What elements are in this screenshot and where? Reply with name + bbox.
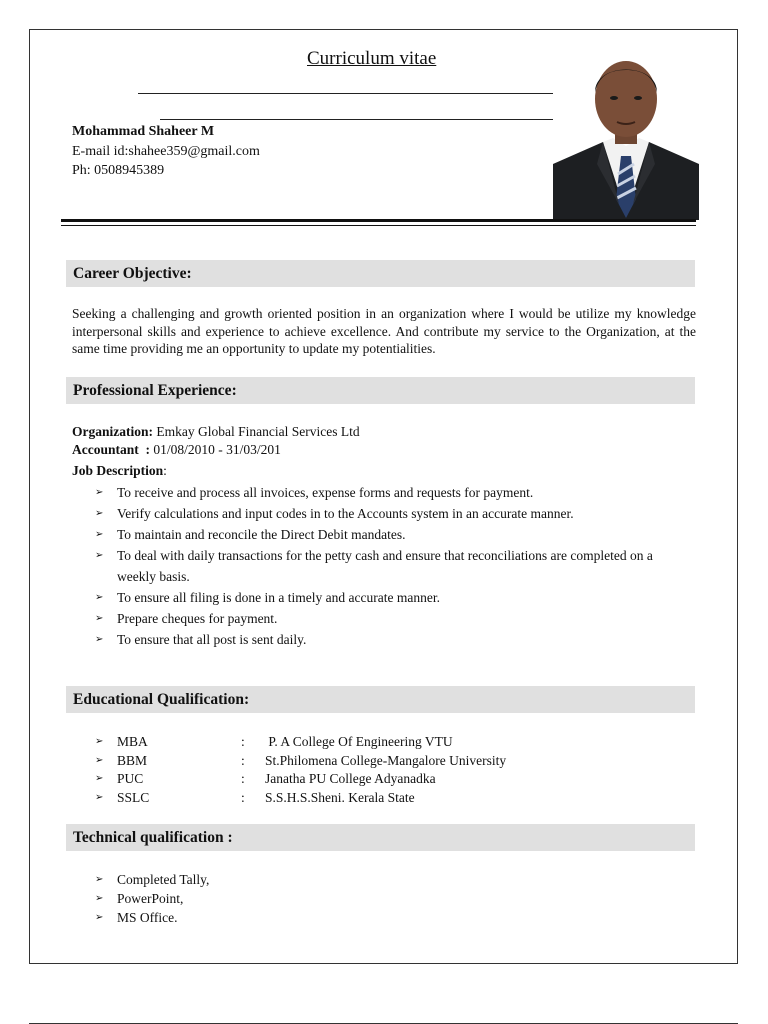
- organization-line: [72, 423, 360, 441]
- arrow-bullet-icon: ➢: [95, 550, 104, 561]
- arrow-bullet-icon: ➢: [95, 773, 104, 784]
- section-professional-experience: Professional Experience:: [66, 377, 695, 404]
- list-item: ➢ To deal with daily transactions for the petty cash and ensure that reconciliations are completed on a weekly basis.: [95, 545, 695, 587]
- section-career-objective: Career Objective:: [66, 260, 695, 287]
- list-item: ➢ SSLC : S.S.H.S.Sheni. Kerala State: [95, 789, 695, 808]
- arrow-bullet-icon: ➢: [95, 874, 104, 885]
- education-list: [95, 733, 695, 807]
- arrow-bullet-icon: ➢: [95, 487, 104, 498]
- list-item: ➢ MS Office.: [95, 910, 178, 925]
- arrow-bullet-icon: ➢: [95, 529, 104, 540]
- arrow-bullet-icon: ➢: [95, 736, 104, 747]
- list-item: ➢ PowerPoint,: [95, 891, 184, 906]
- list-item: ➢ To receive and process all invoices, expense forms and requests for payment.: [95, 482, 695, 503]
- role-line: [72, 441, 281, 459]
- list-item: ➢ MBA : P. A College Of Engineering VTU: [95, 733, 695, 752]
- profile-photo: [553, 54, 699, 220]
- arrow-bullet-icon: ➢: [95, 791, 104, 803]
- list-item: ➢ Prepare cheques for payment.: [95, 608, 695, 629]
- list-item: ➢ Verify calculations and input codes in to the Accounts system in an accurate manner.: [95, 503, 695, 524]
- arrow-bullet-icon: ➢: [95, 592, 104, 603]
- organization-label: Organization:: [72, 424, 153, 439]
- role-dates: 01/08/2010 - 31/03/201: [153, 442, 281, 457]
- list-item: ➢ To ensure that all post is sent daily.: [95, 629, 695, 650]
- role-colon: :: [138, 442, 154, 457]
- organization-value: Emkay Global Financial Services Ltd: [153, 424, 360, 439]
- document-title: Curriculum vitae: [307, 48, 437, 69]
- phone-text: Ph: 0508945389: [72, 163, 165, 178]
- arrow-bullet-icon: ➢: [95, 893, 104, 904]
- list-item: ➢ BBM : St.Philomena College-Mangalore University: [95, 752, 695, 771]
- duties-list: [95, 482, 695, 650]
- job-description-label: Job Description: [72, 463, 164, 478]
- header-divider-thick: [61, 219, 696, 222]
- section-technical-qualification: Technical qualification :: [66, 824, 695, 851]
- technical-list: [95, 870, 695, 927]
- list-item: ➢ To ensure all filing is done in a timely and accurate manner.: [95, 587, 695, 608]
- title-rule-2: [160, 119, 610, 120]
- list-item: ➢ To maintain and reconcile the Direct Debit mandates.: [95, 524, 695, 545]
- job-description-line: [72, 462, 167, 480]
- career-objective-text: Seeking a challenging and growth oriented position in an organization where I would be utilize my knowledge interpersonal skills and experience to achieve excellence. And contribute my service to the Organization, at the same time providing me an opportunity to update my potentialities.: [72, 306, 696, 356]
- arrow-bullet-icon: ➢: [95, 912, 104, 923]
- job-description-colon: :: [163, 463, 167, 478]
- candidate-name: Mohammad Shaheer M: [72, 124, 215, 139]
- arrow-bullet-icon: ➢: [95, 754, 104, 766]
- list-item: ➢ Completed Tally,: [95, 872, 210, 887]
- section-educational-qualification: Educational Qualification:: [66, 686, 695, 713]
- arrow-bullet-icon: ➢: [95, 634, 104, 645]
- arrow-bullet-icon: ➢: [95, 508, 104, 519]
- email-text: E-mail id:shahee359@gmail.com: [72, 144, 260, 159]
- arrow-bullet-icon: ➢: [95, 613, 104, 624]
- role-label: Accountant: [72, 442, 139, 457]
- list-item: ➢ PUC : Janatha PU College Adyanadka: [95, 770, 695, 789]
- header-divider-thin: [61, 225, 696, 226]
